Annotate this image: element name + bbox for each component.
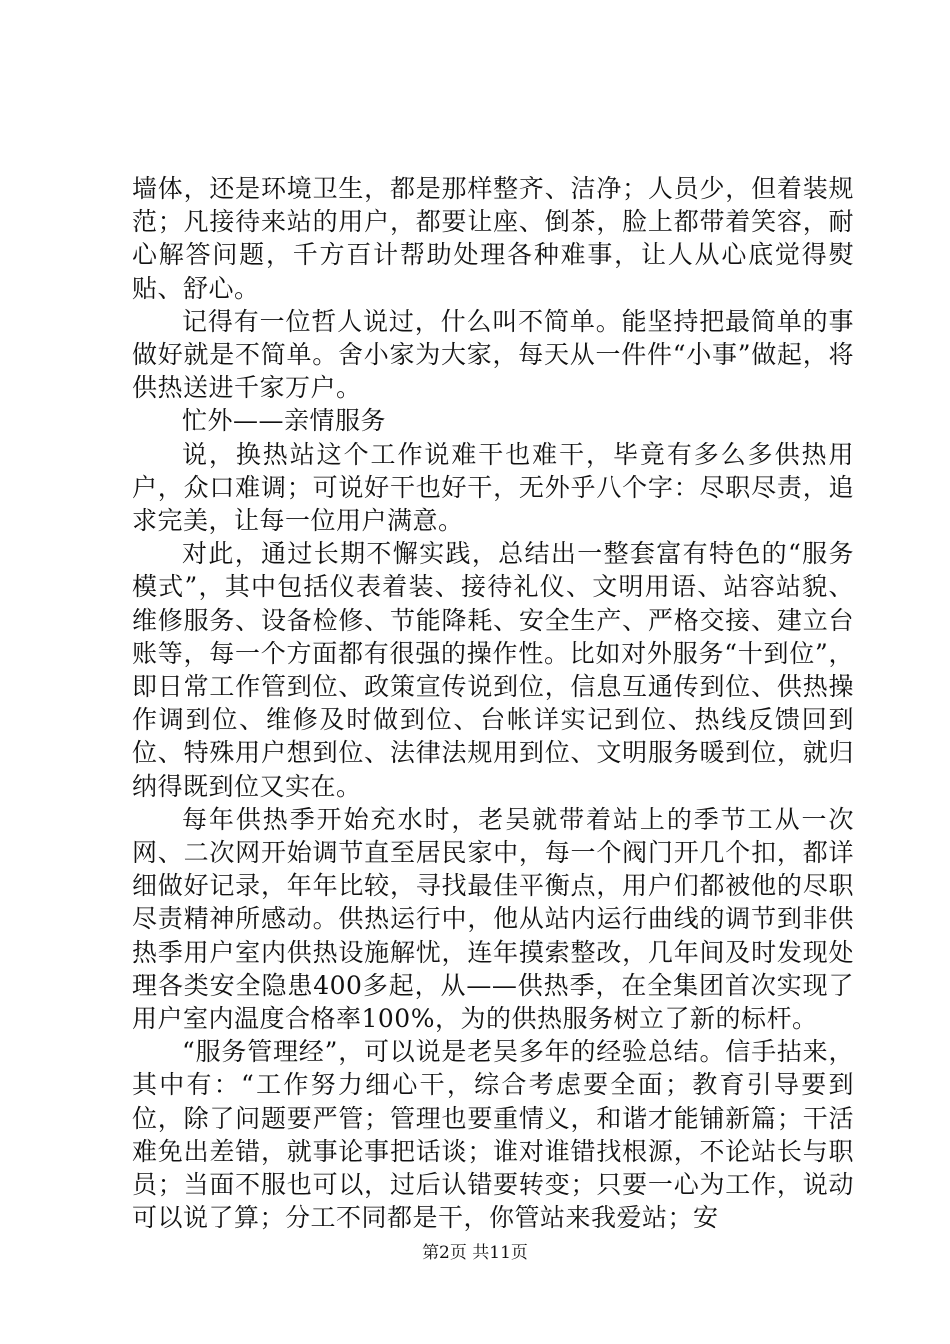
paragraph-6: “服务管理经”，可以说是老吴多年的经验总结。信手拈来，其中有：“工作努力细心干，综合考虑要全面；教育引导要到位，除了问题要严管；管理也要重情义，和谐才能铺新篇；干活难免出差错，就事论事把话谈；谁对谁错找根源，不论站长与职员；当面不服也可以，过后认错要转变；只要一心为工作，说动可以说了算；分工不同都是干，你管站来我爱站；安 <box>132 1037 854 1233</box>
paragraph-1: 墙体，还是环境卫生，都是那样整齐、洁净；人员少，但着装规范；凡接待来站的用户，都要让座、倒茶，脸上都带着笑容，耐心解答问题，千方百计帮助处理各种难事，让人从心底觉得熨贴、舒心。 <box>132 174 854 303</box>
page-footer <box>0 1242 950 1264</box>
paragraph-4: 对此，通过长期不懈实践，总结出一整套富有特色的“服务模式”，其中包括仪表着装、接待礼仪、文明用语、站容站貌、维修服务、设备检修、节能降耗、安全生产、严格交接、建立台账等，每一个方面都有很强的操作性。比如对外服务“十到位”，即日常工作管到位、政策宣传说到位，信息互通传到位、供热操作调到位、维修及时做到位、台帐详实记到位、热线反馈回到位、特殊用户想到位、法律法规用到位、文明服务暖到位，就归纳得既到位又实在。 <box>132 539 854 801</box>
paragraph-5: 每年供热季开始充水时，老吴就带着站上的季节工从一次网、二次网开始调节直至居民家中，每一个阀门开几个扣，都详细做好记录，年年比较，寻找最佳平衡点，用户们都被他的尽职尽责精神所感动。供热运行中，他从站内运行曲线的调节到非供热季用户室内供热设施解忧，连年摸索整改，几年间及时发现处理各类安全隐患400多起，从——供热季，在全集团首次实现了用户室内温度合格率100%，为的供热服务树立了新的标杆。 <box>132 804 854 1034</box>
paragraph-2: 记得有一位哲人说过，什么叫不简单。能坚持把最简单的事做好就是不简单。舍小家为大家，每天从一件件“小事”做起，将供热送进千家万户。 <box>132 306 854 403</box>
paragraph-3: 说，换热站这个工作说难干也难干，毕竟有多么多供热用户，众口难调；可说好干也好干，无外乎八个字：尽职尽责，追求完美，让每一位用户满意。 <box>132 439 854 536</box>
section-heading: 忙外——亲情服务 <box>182 406 387 436</box>
page-number: 第2页 共11页 <box>422 1243 528 1263</box>
document-body <box>132 172 854 1235</box>
